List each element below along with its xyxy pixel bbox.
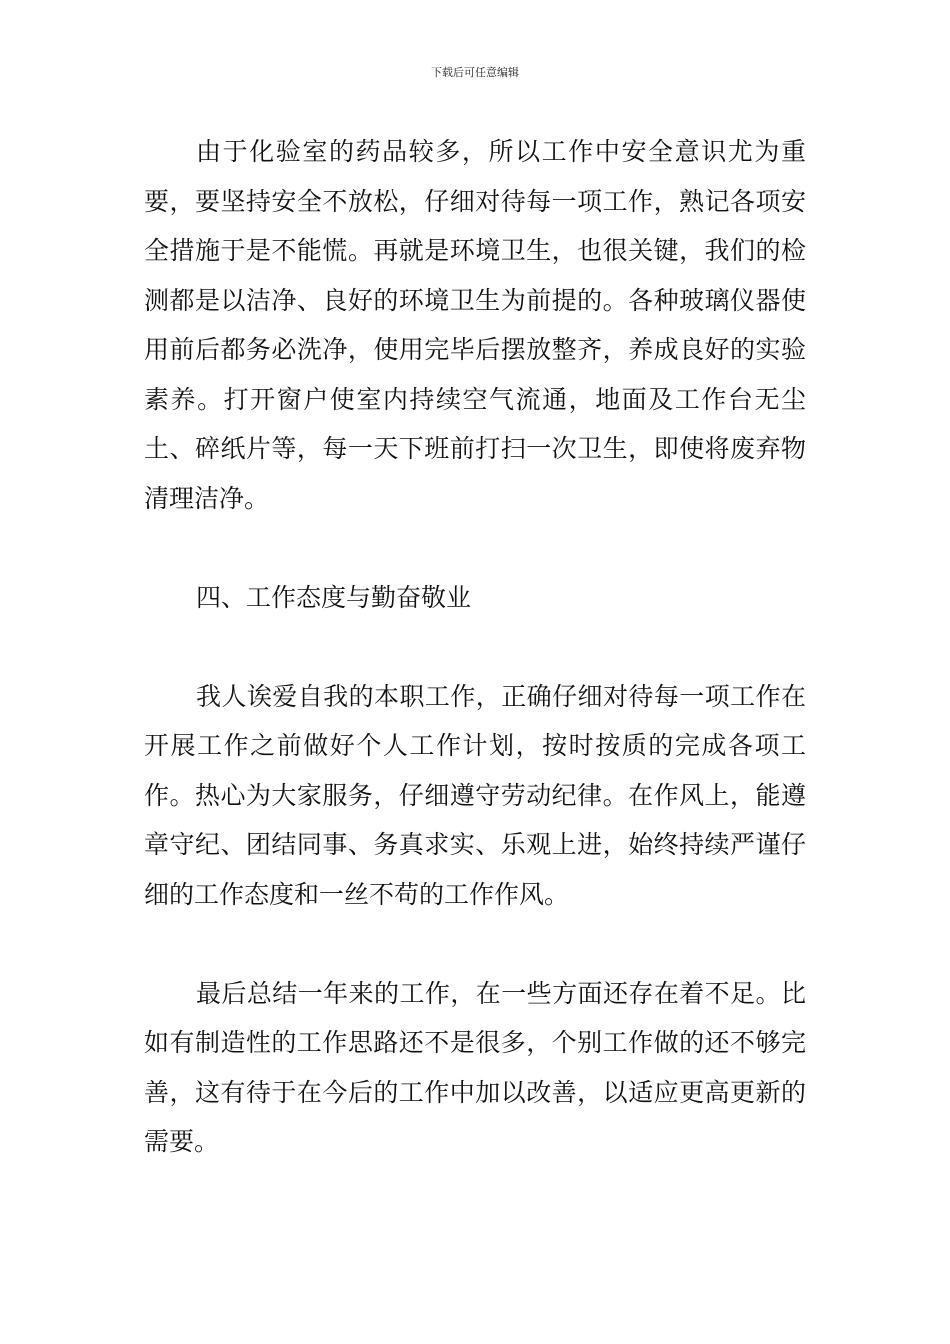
paragraph-spacer — [144, 919, 806, 969]
page-header: 下载后可任意编辑 — [431, 66, 519, 79]
document-body — [144, 127, 806, 1167]
paragraph-work-attitude: 我人诶爱自我的本职工作，正确仔细对待每一项工作在开展工作之前做好个人工作计划，按时按质的完成各项工作。热心为大家服务，仔细遵守劳动纪律。在作风上，能遵章守纪、团结同事、务真求实、乐观上进，始终持续严谨仔细的工作态度和一丝不苟的工作作风。 — [144, 681, 806, 909]
section-heading: 四、工作态度与勤奋敬业 — [196, 582, 472, 612]
paragraph-spacer — [144, 523, 806, 573]
paragraph-spacer — [144, 622, 806, 672]
paragraph-safety-hygiene: 由于化验室的药品较多，所以工作中安全意识尤为重要，要坚持安全不放松，仔细对待每一项工作，熟记各项安全措施于是不能慌。再就是环境卫生，也很关键，我们的检测都是以洁净、良好的环境卫生为前提的。各种玻璃仪器使用前后都务必洗净，使用完毕后摆放整齐，养成良好的实验素养。打开窗户使室内持续空气流通，地面及工作台无尘土、碎纸片等，每一天下班前打扫一次卫生，即使将废弃物清理洁净。 — [144, 137, 806, 513]
paragraph-summary: 最后总结一年来的工作，在一些方面还存在着不足。比如有制造性的工作思路还不是很多，个别工作做的还不够完善，这有待于在今后的工作中加以改善，以适应更高更新的需要。 — [144, 978, 806, 1156]
